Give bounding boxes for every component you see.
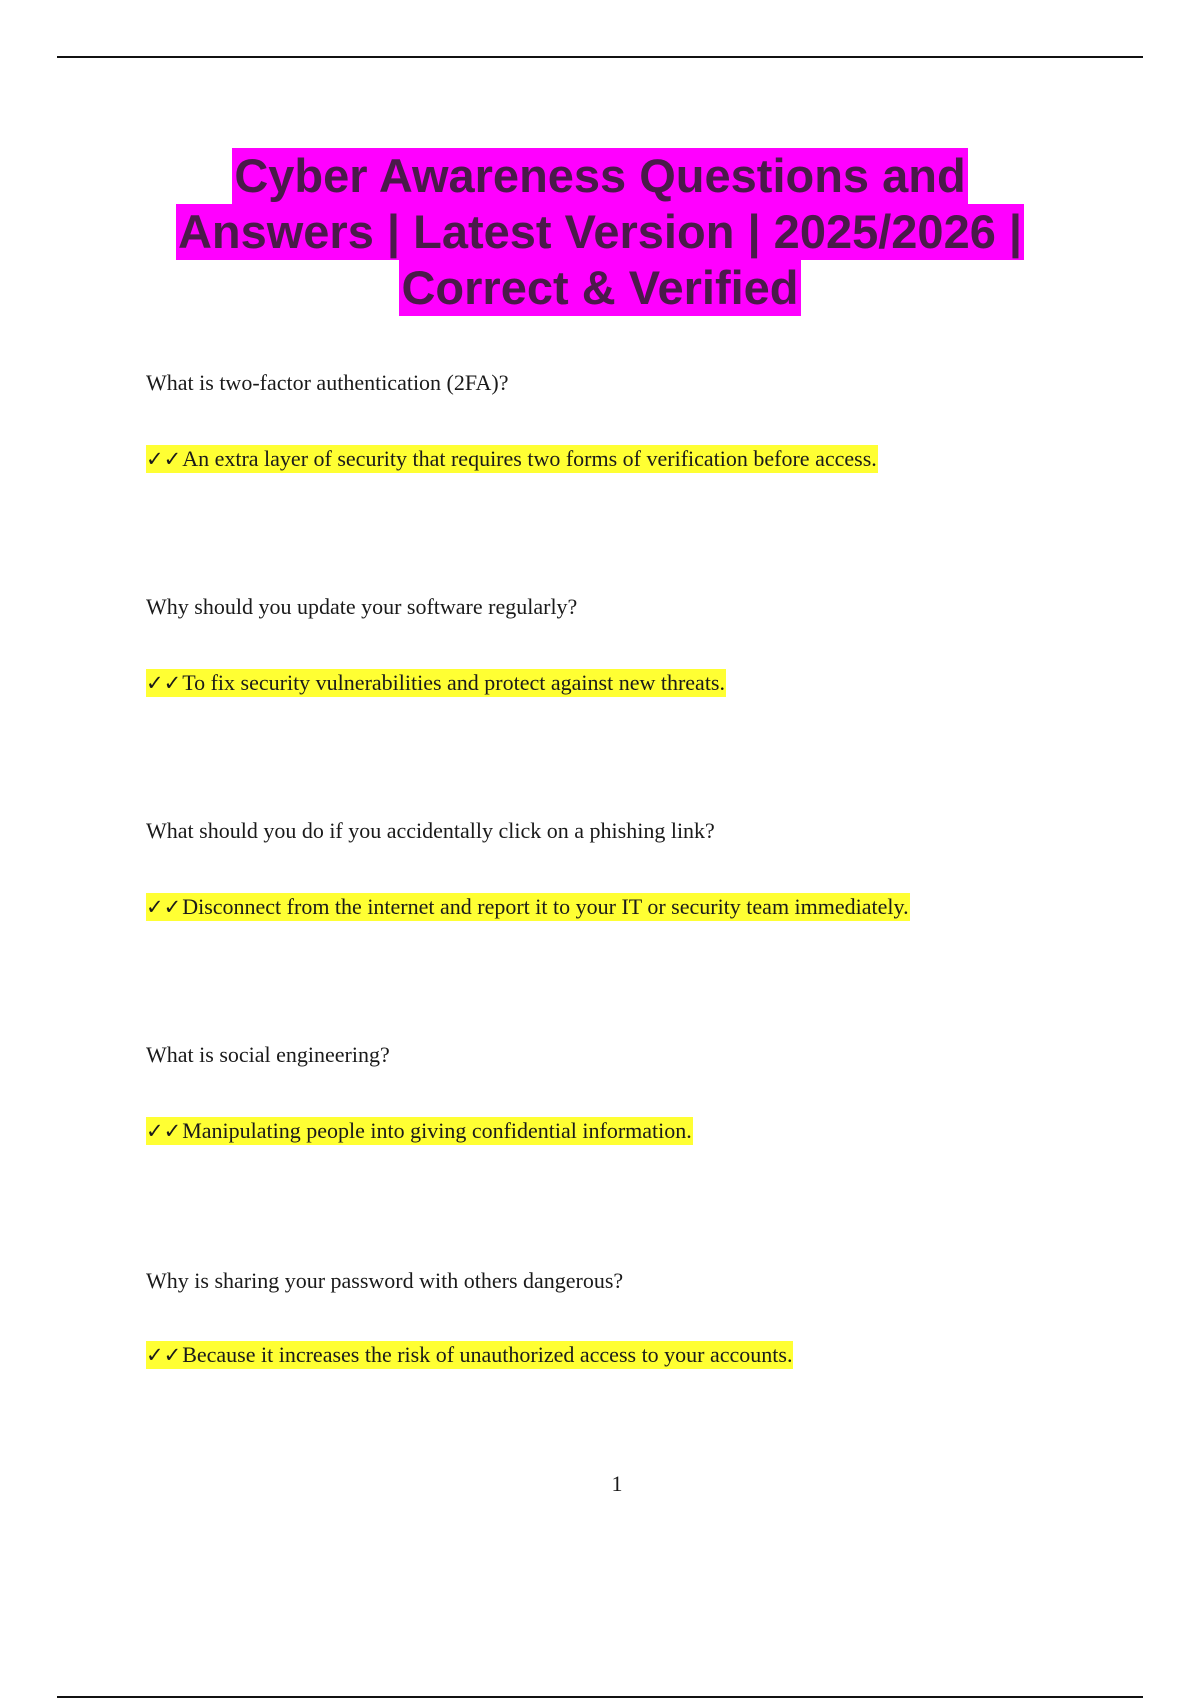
answer-2 [146, 669, 726, 697]
double-check-icon: ✓✓ [146, 895, 182, 919]
footer-rule [57, 1696, 1143, 1698]
answer-5-text: Because it increases the risk of unauthorized access to your accounts. [182, 1342, 793, 1367]
answer-4 [146, 1117, 693, 1145]
title-line-1: Cyber Awareness Questions and [234, 149, 966, 202]
answer-3 [146, 893, 910, 921]
question-3: What should you do if you accidentally click on a phishing link? [146, 818, 715, 843]
answer-4-text: Manipulating people into giving confidential information. [182, 1118, 692, 1143]
question-5: Why is sharing your password with others dangerous? [146, 1268, 624, 1293]
title-line-3: Correct & Verified [401, 261, 799, 314]
page-number: 1 [611, 1471, 623, 1496]
header-rule [57, 56, 1143, 58]
answer-5 [146, 1341, 793, 1369]
double-check-icon: ✓✓ [146, 1119, 182, 1143]
answer-3-text: Disconnect from the internet and report it to your IT or security team immediately. [182, 894, 909, 919]
question-2: Why should you update your software regularly? [146, 594, 578, 619]
answer-1-text: An extra layer of security that requires two forms of verification before access. [182, 446, 877, 471]
question-1: What is two-factor authentication (2FA)? [146, 370, 509, 395]
document-title [100, 148, 1100, 316]
double-check-icon: ✓✓ [146, 1343, 182, 1367]
question-4: What is social engineering? [146, 1042, 390, 1067]
double-check-icon: ✓✓ [146, 671, 182, 695]
double-check-icon: ✓✓ [146, 447, 182, 471]
answer-1 [146, 445, 878, 473]
title-line-2: Answers | Latest Version | 2025/2026 | [177, 205, 1023, 258]
answer-2-text: To fix security vulnerabilities and protect against new threats. [182, 670, 725, 695]
